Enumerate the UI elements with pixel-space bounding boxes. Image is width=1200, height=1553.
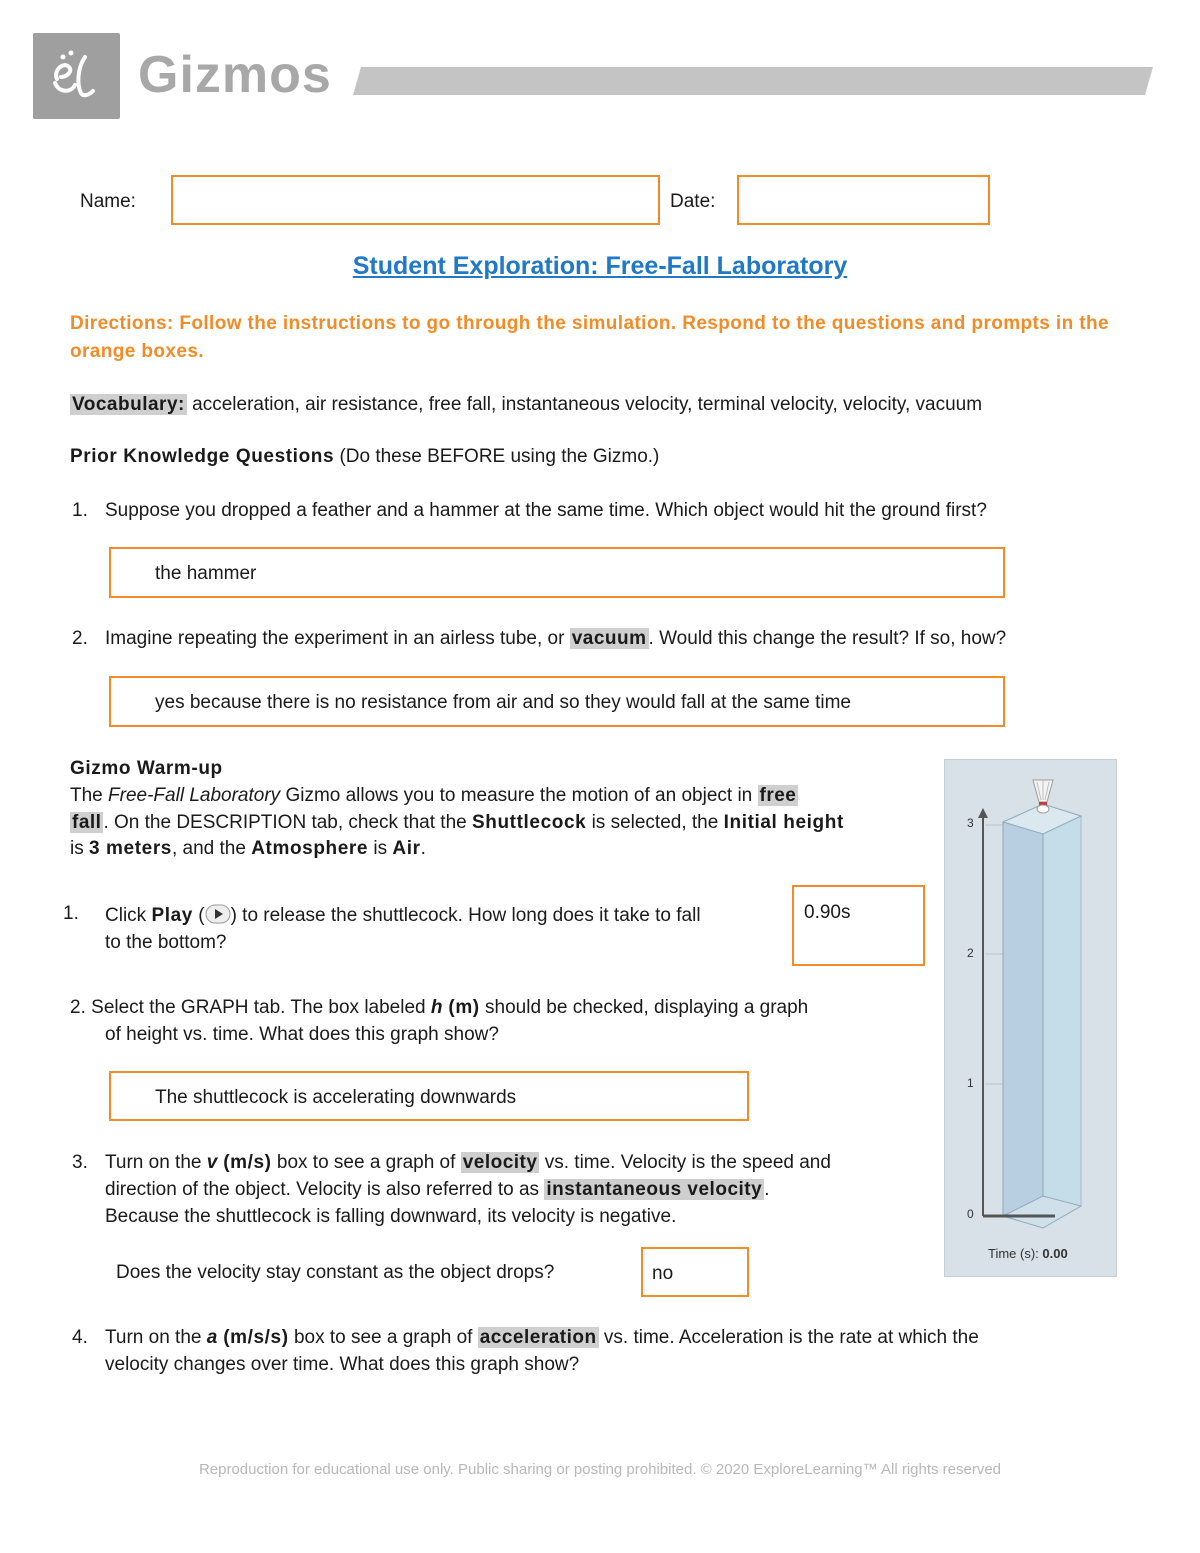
warmup-intro-line3 <box>70 835 426 862</box>
warmup-q2-answer: The shuttlecock is accelerating downwards <box>155 1087 517 1108</box>
warmup-q3-answer: no <box>652 1263 674 1284</box>
prior-q1-number: 1. <box>72 500 88 521</box>
warmup-q2-number: 2. <box>70 997 86 1018</box>
intro-three-meters: 3 meters <box>89 838 172 859</box>
warmup-q3-line2 <box>105 1176 769 1203</box>
intro-p1: The <box>70 785 103 806</box>
q1-c: ) to release the shuttlecock. How long does it take to fall <box>230 905 701 926</box>
vocab-term-fall: fall <box>72 812 102 833</box>
name-field[interactable] <box>171 175 660 225</box>
intro-shuttlecock: Shuttlecock <box>472 812 587 833</box>
intro-p8: . <box>420 838 426 859</box>
warmup-q2-answer-box[interactable] <box>109 1071 749 1121</box>
intro-p3: . On the DESCRIPTION tab, check that the <box>103 812 467 833</box>
q3-e: . <box>764 1179 770 1200</box>
q4-b: box to see a graph of <box>293 1327 473 1348</box>
vocab-term-vacuum: vacuum <box>571 628 647 649</box>
warmup-q3-line1 <box>105 1149 831 1176</box>
intro-p6: , and the <box>171 838 246 859</box>
intro-atmosphere: Atmosphere <box>251 838 369 859</box>
warmup-q4-line2: velocity changes over time. What does this graph show? <box>105 1354 580 1375</box>
vocabulary-label: Vocabulary: <box>72 394 185 415</box>
warmup-intro-line1 <box>70 782 798 809</box>
vocab-term-velocity: velocity <box>462 1152 538 1173</box>
warmup-q1-answer-box[interactable] <box>792 885 925 966</box>
scale-label-1: 1 <box>967 1076 974 1090</box>
q4-a-symbol: a <box>206 1327 218 1348</box>
warmup-q3-line3: Because the shuttlecock is falling downward, its velocity is negative. <box>105 1206 677 1227</box>
prior-q2-text-b: . Would this change the result? If so, how? <box>648 628 1007 649</box>
vocab-term-acceleration: acceleration <box>479 1327 597 1348</box>
footer-copyright: Reproduction for educational use only. Public sharing or posting prohibited. © 2020 ExploreLearning™ All rights reserved <box>198 1461 1002 1478</box>
date-field[interactable] <box>737 175 990 225</box>
q3-b: box to see a graph of <box>276 1152 456 1173</box>
q1-a: Click <box>105 905 147 926</box>
page-title: Student Exploration: Free-Fall Laboratory <box>352 252 848 280</box>
prior-heading-note: (Do these BEFORE using the Gizmo.) <box>339 446 660 467</box>
q3-v: v <box>206 1152 218 1173</box>
intro-p5: is <box>70 838 84 859</box>
q2-h: h <box>430 997 444 1018</box>
prior-q1-answer: the hammer <box>155 563 257 584</box>
explorelearning-logo <box>33 33 120 119</box>
q1-play-word: Play <box>151 905 193 926</box>
intro-initial-height: Initial height <box>723 812 844 833</box>
q3-d: direction of the object. Velocity is also referred to as <box>105 1179 540 1200</box>
prior-q2-answer-box[interactable] <box>109 676 1005 727</box>
prior-knowledge-heading <box>70 443 659 470</box>
time-readout <box>988 1246 1068 1261</box>
name-label: Name: <box>80 191 136 212</box>
warmup-intro-line2 <box>70 809 844 836</box>
scale-label-0: 0 <box>967 1207 974 1221</box>
warmup-heading: Gizmo Warm-up <box>70 758 223 779</box>
prior-q2-answer: yes because there is no resistance from air and so they would fall at the same time <box>155 692 851 713</box>
intro-p7: is <box>373 838 388 859</box>
warmup-q3-answer-box[interactable] <box>641 1247 749 1297</box>
prior-heading-text: Prior Knowledge Questions <box>70 446 335 467</box>
warmup-q2-line2: of height vs. time. What does this graph show? <box>105 1024 499 1045</box>
vocab-term-instantaneous-velocity: instantaneous velocity <box>546 1179 763 1200</box>
header-bar <box>353 67 1153 95</box>
brand-name: Gizmos <box>138 46 332 104</box>
q4-au: (m/s/s) <box>223 1327 289 1348</box>
warmup-q1-line1 <box>105 902 701 929</box>
q3-vu: (m/s) <box>223 1152 272 1173</box>
q3-c: vs. time. Velocity is the speed and <box>544 1152 831 1173</box>
date-label: Date: <box>670 191 716 212</box>
q2-b: should be checked, displaying a graph <box>485 997 809 1018</box>
prior-q1-text: Suppose you dropped a feather and a hammer at the same time. Which object would hit the ground first? <box>105 500 987 521</box>
q2-hm: (m) <box>448 997 480 1018</box>
free-fall-tube-illustration <box>945 760 1118 1278</box>
warmup-q1-number: 1. <box>63 903 79 924</box>
prior-q2-text-a: Imagine repeating the experiment in an airless tube, or <box>105 628 565 649</box>
vocabulary-line <box>70 391 982 418</box>
warmup-q1-answer: 0.90s <box>804 902 851 923</box>
warmup-q3-subquestion: Does the velocity stay constant as the object drops? <box>116 1262 555 1283</box>
intro-p2: Gizmo allows you to measure the motion of an object in <box>285 785 753 806</box>
q4-a: Turn on the <box>105 1327 202 1348</box>
warmup-q4-line1 <box>105 1324 979 1351</box>
intro-gizmo-name: Free-Fall Laboratory <box>108 785 281 806</box>
time-label: Time (s): <box>988 1246 1039 1261</box>
play-icon <box>205 904 231 924</box>
scale-label-3: 3 <box>967 816 974 830</box>
time-value: 0.00 <box>1042 1246 1068 1261</box>
q3-a: Turn on the <box>105 1152 202 1173</box>
warmup-q1-line2: to the bottom? <box>105 932 227 953</box>
q1-b: ( <box>198 905 205 926</box>
prior-q2-number: 2. <box>72 628 88 649</box>
scale-label-2: 2 <box>967 946 974 960</box>
intro-air: Air <box>392 838 421 859</box>
prior-q2-text <box>105 625 1006 652</box>
q2-a: Select the GRAPH tab. The box labeled <box>91 997 426 1018</box>
prior-q1-answer-box[interactable] <box>109 547 1005 598</box>
logo-mark-icon <box>33 33 120 119</box>
gizmo-simulation-panel <box>944 759 1117 1277</box>
warmup-q4-number: 4. <box>72 1327 88 1348</box>
warmup-q2-line1 <box>70 994 808 1021</box>
vocab-term-free: free <box>759 785 797 806</box>
q4-c: vs. time. Acceleration is the rate at which the <box>603 1327 979 1348</box>
directions: Directions: Follow the instructions to go through the simulation. Respond to the questions and prompts in the orange boxes. <box>70 313 1109 362</box>
vocabulary-terms: acceleration, air resistance, free fall, instantaneous velocity, terminal velocity, velocity, vacuum <box>192 394 983 415</box>
warmup-q3-number: 3. <box>72 1152 88 1173</box>
intro-p4: is selected, the <box>591 812 719 833</box>
